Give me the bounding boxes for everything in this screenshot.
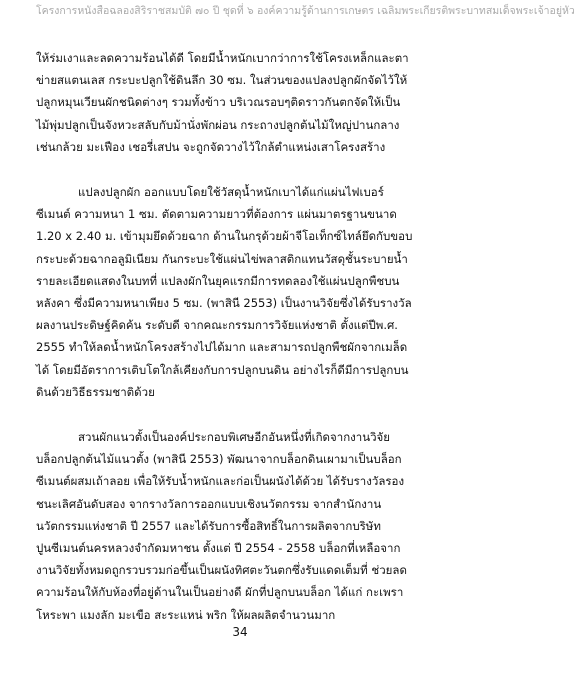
paragraph-3 [36,426,454,626]
text-line: ได้ โดยมีอัตราการเติบโตใกล้เคียงกับการปลูกบนดิน อย่างไรก็ดีมีการปลูกบน [36,362,409,377]
paragraph-1 [36,47,454,158]
text-line: ชนะเลิศอันดับสอง จากรางวัลการออกแบบเชิงนวัตกรรม จากสำนักงาน [36,496,382,511]
text-line: งานวิจัยทั้งหมดถูกรวบรวมก่อขึ้นเป็นผนังทิศตะวันตกซึ่งรับแดดเต็มที่ ช่วยลด [36,563,407,578]
text-line: ข่ายสแตนเลส กระบะปลูกใช้ดินลึก 30 ซม. ในส่วนของแปลงปลูกผักจัดไว้ให้ [36,73,408,88]
text-line: นวัตกรรมแห่งชาติ ปี 2557 และได้รับการซื้อสิทธิ์ในการผลิตจากบริษัท [36,518,381,533]
text-line: ซีเมนต์ ความหนา 1 ซม. ตัดตามความยาวที่ต้องการ แผ่นมาตรฐานขนาด [36,207,397,222]
text-line: ซีเมนต์ผสมเถ้าลอย เพื่อให้รับน้ำหนักและก่อเป็นผนังได้ด้วย ได้รับรางวัลรอง [36,474,405,489]
paragraph-gap [36,158,454,181]
text-line: บล็อกปลูกต้นไม้แนวตั้ง (พาสินี 2553) พัฒนาจากบล็อกดินเผามาเป็นบล็อก [36,452,402,467]
text-line: กระบะด้วยฉากอลูมิเนียม กันกระบะใช้แผ่นไข่พลาสติกแทนวัสดุชั้นระบายน้ำ [36,251,408,266]
text-line: 1.20 x 2.40 ม. เข้ามุมยึดด้วยฉาก ด้านในกรุด้วยผ้าจีโอเท็กซ์ไทล์ยึดกับขอบ [36,229,413,244]
body-text [36,47,454,626]
text-line: เช่นกล้วย มะเฟือง เชอรี่เสปน จะถูกจัดวางไว้ใกล้ตำแหน่งเสาโครงสร้าง [36,139,386,154]
text-line: สวนผักแนวตั้งเป็นองค์ประกอบพิเศษอีกอันหนึ่งที่เกิดจากงานวิจัย [78,430,391,445]
text-line: ความร้อนให้กับห้องที่อยู่ด้านในเป็นอย่างดี ผักที่ปลูกบนบล็อก ได้แก่ กะเพรา [36,585,404,600]
text-line: โหระพา แมงลัก มะเขือ สะระแหน่ พริก ให้ผลผลิตจำนวนมาก [36,607,336,622]
text-line: ผลงานประดิษฐ์คิดค้น ระดับดี จากคณะกรรมการวิจัยแห่งชาติ ตั้งแต่ปีพ.ศ. [36,318,398,333]
paragraph-2 [36,181,454,403]
running-header: โครงการหนังสือฉลองสิริราชสมบัติ ๗๐ ปี ชุดที่ ๖ องค์ความรู้ด้านการเกษตร เฉลิมพระเกียรติพระบาทสมเด็จพระเจ้าอยู่หัว [36,5,575,17]
text-line: ปลูกหมุนเวียนผักชนิดต่างๆ รวมทั้งข้าว บริเวณรอบๆติดราวกันตกจัดให้เป็น [36,95,401,110]
text-line: ไม้พุ่มปลูกเป็นจังหวะสลับกับม้านั่งพักผ่อน กระถางปลูกต้นไม้ใหญ่ปานกลาง [36,117,400,132]
page-number: 34 [232,625,248,639]
text-line: แปลงปลูกผัก ออกแบบโดยใช้วัสดุน้ำหนักเบาได้แก่แผ่นไฟเบอร์ [78,185,384,200]
text-line: ปูนซีเมนต์นครหลวงจำกัดมหาชน ตั้งแต่ ปี 2554 - 2558 บล็อกที่เหลือจาก [36,541,401,556]
text-line: ให้ร่มเงาและลดความร้อนได้ดี โดยมีน้ำหนักเบากว่าการใช้โครงเหล็กและตา [36,51,409,65]
paragraph-gap [36,403,454,426]
text-line: ดินด้วยวิธีธรรมชาติด้วย [36,384,155,399]
text-line: 2555 ทำให้ลดน้ำหนักโครงสร้างไปได้มาก และสามารถปลูกพืชผักจากเมล็ด [36,340,408,355]
text-line: หลังคา ซึ่งมีความหนาเพียง 5 ซม. (พาสินี 2553) เป็นงานวิจัยซึ่งได้รับรางวัล [36,296,412,311]
text-line: รายละเอียดแสดงในบทที่ แปลงผักในยุคแรกมีการทดลองใช้แผ่นปลูกพืชบน [36,273,400,288]
